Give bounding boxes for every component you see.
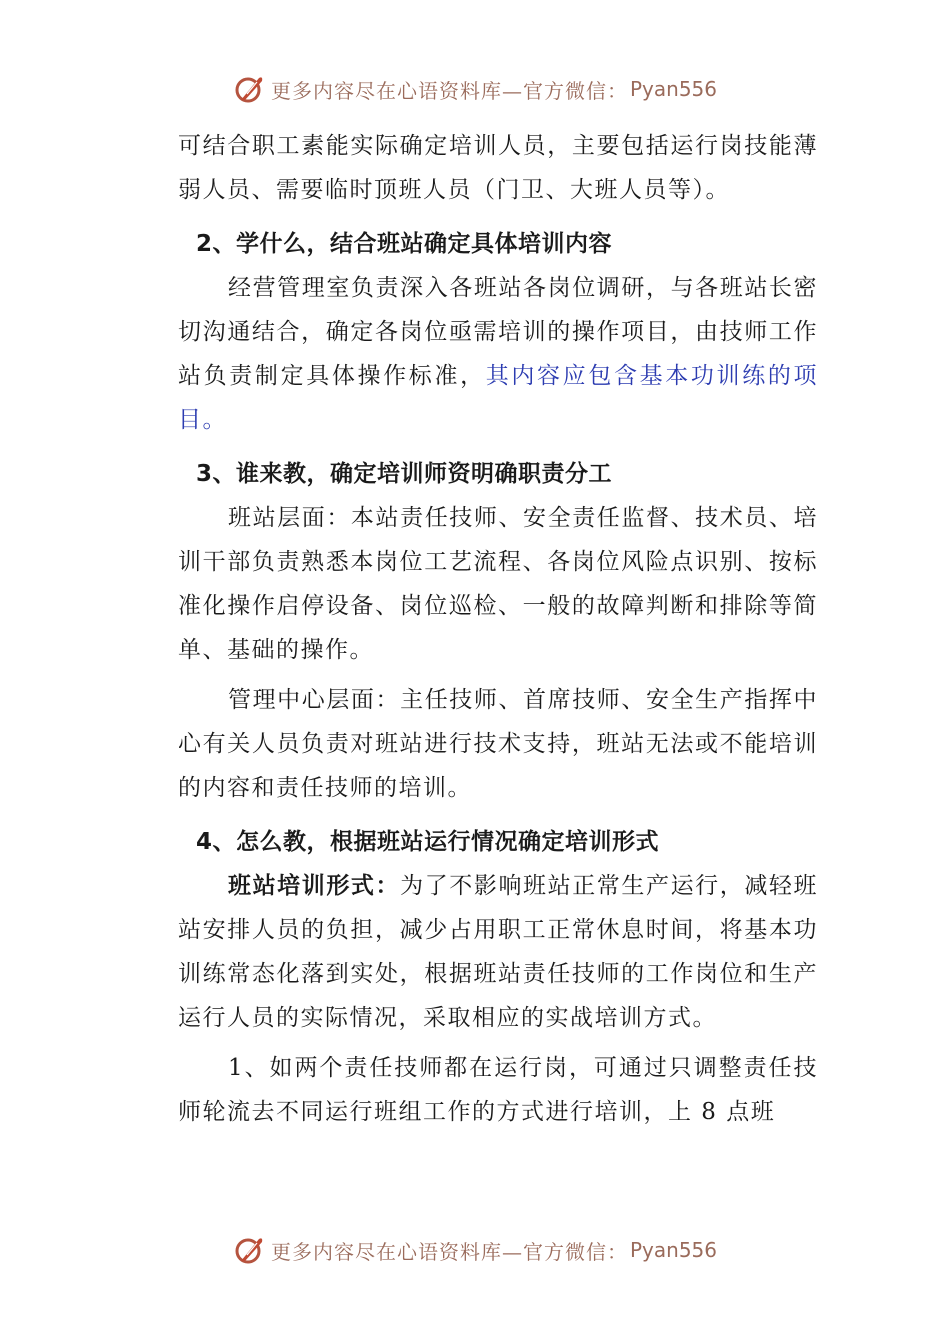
document-body bbox=[178, 124, 818, 1134]
paragraph-center-level: 管理中心层面：主任技师、首席技师、安全生产指挥中心有关人员负责对班站进行技术支持，班站无法或不能培训的内容和责任技师的培训。 bbox=[178, 687, 818, 801]
watermark-footer bbox=[0, 1233, 950, 1267]
feather-pen-logo-icon bbox=[233, 1233, 267, 1267]
training-content-text: 经营管理室负责深入各班站各岗位调研，与各班站长密切沟通结合，确定各岗位亟需培训的操作项目，由技师工作站负责制定具体操作标准， bbox=[178, 275, 818, 389]
training-form-text: 为了不影响班站正常生产运行，减轻班站安排人员的负担，减少占用职工正常休息时间，将基本功训练常态化落到实处，根据班站责任技师的工作岗位和生产运行人员的实际情况，采取相应的实战培训方式。 bbox=[178, 873, 819, 1031]
watermark-text: 更多内容尽在心语资料库—官方微信： bbox=[270, 78, 628, 103]
paragraph-station-level: 班站层面：本站责任技师、安全责任监督、技术员、培训干部负责熟悉本岗位工艺流程、各岗位风险点识别、按标准化操作启停设备、岗位巡检、一般的故障判断和排除等简单、基础的操作。 bbox=[178, 505, 818, 663]
paragraph-training-content bbox=[178, 266, 818, 442]
paragraph-training-form bbox=[178, 864, 818, 1040]
watermark-handle: Pyan556 bbox=[629, 77, 717, 101]
training-form-label: 班站培训形式： bbox=[228, 873, 401, 899]
feather-pen-logo-icon bbox=[233, 72, 267, 106]
watermark-text: 更多内容尽在心语资料库—官方微信： bbox=[270, 1239, 628, 1264]
paragraph-item-1: 1、如两个责任技师都在运行岗，可通过只调整责任技师轮流去不同运行班组工作的方式进行培训，上 8 点班 bbox=[178, 1055, 818, 1125]
paragraph-trainees: 可结合职工素能实际确定培训人员，主要包括运行岗技能薄弱人员、需要临时顶班人员（门卫、大班人员等）。 bbox=[178, 133, 818, 203]
heading-who-teaches: 3、谁来教，确定培训师资明确职责分工 bbox=[196, 461, 613, 487]
watermark-handle: Pyan556 bbox=[629, 1238, 717, 1262]
heading-how-to-teach: 4、怎么教，根据班站运行情况确定培训形式 bbox=[196, 829, 660, 855]
training-content-highlight: 其内容应包含基本功训练的项目。 bbox=[178, 363, 819, 433]
heading-what-to-learn: 2、学什么，结合班站确定具体培训内容 bbox=[196, 231, 613, 257]
watermark-header bbox=[0, 72, 950, 106]
